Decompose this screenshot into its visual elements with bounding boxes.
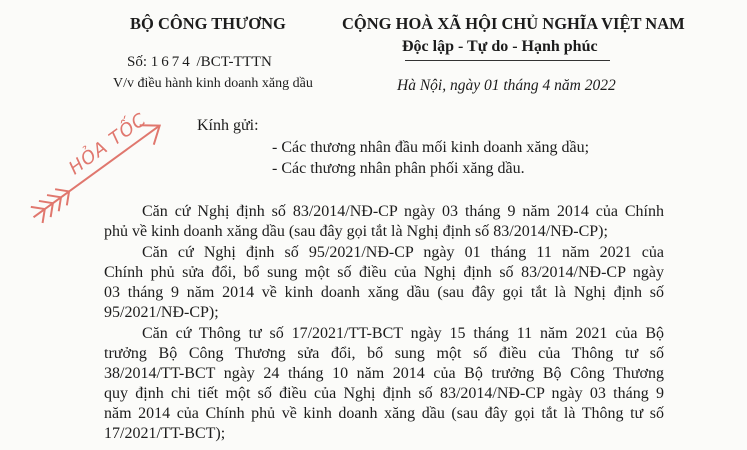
- stamp-text: HỎA TỐC: [65, 108, 151, 180]
- paragraph: [104, 324, 664, 444]
- document-subject: V/v điều hành kinh doanh xăng dầu: [113, 76, 313, 91]
- motto-underline: [405, 60, 610, 61]
- paragraph-line: Căn cứ Nghị định số 95/2021/NĐ-CP ngày 01 tháng 11 năm 2021 của: [142, 244, 664, 261]
- document-number-value: 1674: [150, 54, 193, 70]
- paragraph: [104, 202, 664, 242]
- paragraph: [104, 243, 664, 323]
- paragraph-line: 95/2021/NĐ-CP);: [104, 304, 219, 321]
- national-motto: Độc lập - Tự do - Hạnh phúc: [402, 38, 598, 55]
- document-number-suffix: /BCT-TTTN: [196, 54, 272, 70]
- ministry-name: BỘ CÔNG THƯƠNG: [130, 14, 286, 33]
- paragraph-line: 03 tháng 9 năm 2014 về kinh doanh xăng dầu (sau đây gọi tắt là Nghị định số: [104, 284, 664, 301]
- paragraph-line: 38/2014/TT-BCT ngày 24 tháng 10 năm 2014 của Bộ trưởng Bộ Công Thương: [104, 365, 664, 382]
- document-number-prefix: Số:: [127, 54, 148, 70]
- paragraph-line: 17/2021/TT-BCT);: [104, 425, 226, 442]
- paragraph-line: Chính phủ sửa đổi, bổ sung một số điều của Nghị định số 83/2014/NĐ-CP ngày: [104, 264, 664, 281]
- place-date: Hà Nội, ngày 01 tháng 4 năm 2022: [397, 77, 616, 94]
- country-name: CỘNG HOÀ XÃ HỘI CHỦ NGHĨA VIỆT NAM: [342, 14, 685, 33]
- recipient-item: - Các thương nhân phân phối xăng dầu.: [272, 160, 525, 177]
- paragraph-line: năm 2014 của Chính phủ về kinh doanh xăng dầu (sau đây gọi tắt là Thông tư số: [104, 405, 664, 422]
- paragraph-line: phủ về kinh doanh xăng dầu (sau đây gọi tắt là Nghị định số 83/2014/NĐ-CP);: [104, 223, 608, 240]
- recipient-item: - Các thương nhân đầu mối kinh doanh xăng dầu;: [272, 139, 590, 156]
- paragraph-line: Căn cứ Nghị định số 83/2014/NĐ-CP ngày 03 tháng 9 năm 2014 của Chính: [142, 203, 664, 220]
- document-number: [127, 54, 272, 71]
- paragraph-line: Căn cứ Thông tư số 17/2021/TT-BCT ngày 15 tháng 11 năm 2021 của Bộ: [142, 325, 664, 342]
- paragraph-line: quy định chi tiết một số điều của Nghị định số 83/2014/NĐ-CP ngày 03 tháng 9: [104, 385, 664, 402]
- greeting: Kính gửi:: [197, 117, 259, 134]
- paragraph-line: trưởng Bộ Công Thương sửa đổi, bổ sung một số điều của Thông tư số: [104, 345, 664, 362]
